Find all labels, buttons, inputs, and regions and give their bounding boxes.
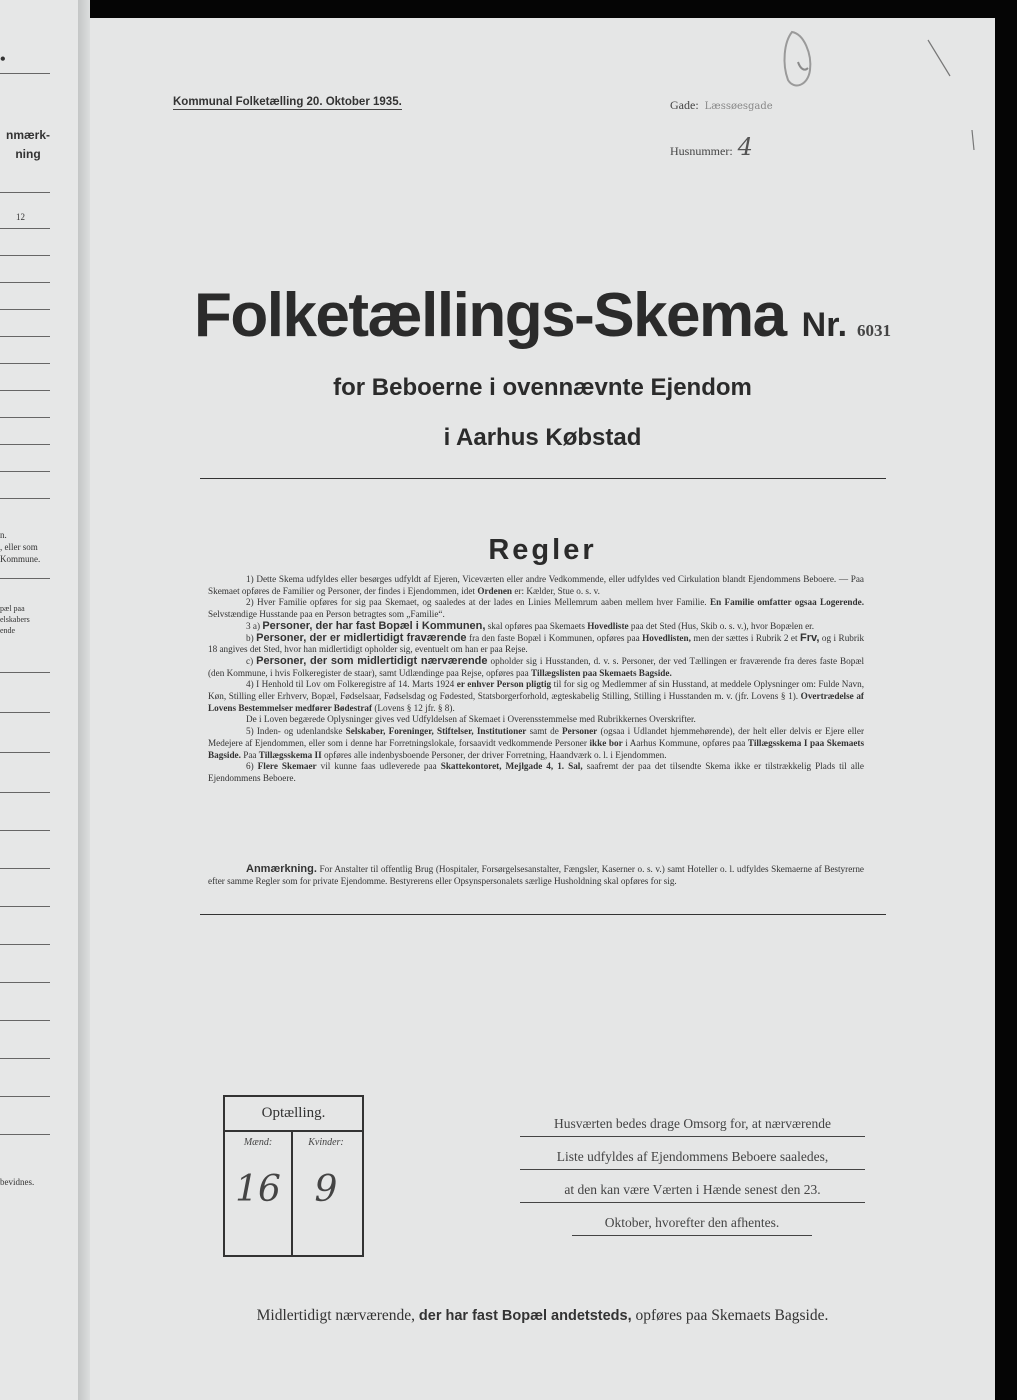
count-box-title: Optælling. [225,1097,362,1132]
street-field [670,98,773,113]
left-page-heading-1: nmærk- [5,128,50,142]
footer-bold: der har fast Bopæl andetsteds, [418,1308,632,1324]
house-number-field [670,133,753,161]
left-page-snippet: , eller som [0,542,38,552]
left-page-snippet: elskabers [0,615,30,624]
section-divider [200,914,886,915]
notice-line: Oktober, hvorefter den afhentes. [572,1213,812,1236]
remark-text: For Anstalter til offentlig Brug (Hospitaler, Forsørgelsesanstalter, Fængsler, Kaserner o. s. v.) samt Hoteller o. l. udfyldes Skemaerne af Bestyrerne efter samme Regler som for private Ejendomme. Bestyrerens eller Opsynspersonalets særlige Husholdning skal opføres for sig. [208,864,865,886]
left-page-rule [0,417,50,418]
footer-note [90,1307,995,1325]
rule-1: 1) Dette Skema udfyldes eller besørges udfyldt af Ejeren, Viceværten eller andre Vedkommende, eller udfyldes ved Cirkulation blandt Ejendommens Beboere. — Paa Skemaet opføres de Familier og Personer, der findes i Ejendommen, idet Ordenen er: Kælder, Stue o. s. v. [208,574,864,596]
section-divider [200,478,886,479]
left-page-rule [0,792,50,793]
left-page-rule [0,1134,50,1135]
left-page-rule [0,672,50,673]
left-page-rule [0,1020,50,1021]
census-form-page [90,18,995,1400]
left-page-rule [0,752,50,753]
left-page-rule [0,830,50,831]
left-page-rule [0,255,50,256]
rule-3c: c) Personer, der som midlertidigt nærværende opholder sig i Husstanden, d. v. s. Personer, der ved Tællingen er fraværende fra deres faste Bopæl (den Kommune, i hvis Folkeregister de staar), samt Udlændinge paa Rejse, opføres paa Tillægslisten paa Skemaets Bagside. [208,654,865,678]
form-number-value: 6031 [857,321,892,340]
left-page-rule [0,390,50,391]
left-page-rule [0,336,50,337]
house-number-label: Husnummer: [670,144,733,158]
rule-4: 4) I Henhold til Lov om Folkeregistre af 14. Marts 1924 er enhver Person pligtig til for sig og Medlemmer af sin Husstand, at meddele Oplysninger om: Fulde Navn, Køn, Stilling eller Erhverv, Bopæl, Fødselsaar, Fødselsdag og Fødested, Statsborgerforhold, ægteskabelig Stilling, Stilling i Husstanden m. v. (jfr. Lovens § 1). Overtrædelse af Lovens Bestemmelser medfører Bødestraf (Lovens § 12 jfr. § 8). [208,679,865,713]
rule-3a: 3 a) Personer, der har fast Bopæl i Kommunen, skal opføres paa Skemaets Hovedliste paa det Sted (Hus, Skib o. s. v.), hvor Bopælen er. [246,619,815,632]
rule-5: 5) Inden- og udenlandske Selskaber, Foreninger, Stiftelser, Institutioner samt de Personer (ogsaa i Udlandet hjemmehørende), der helt eller delvis er Ejere eller Medejere af Ejendommen, eller som i denne har Forretningslokale, forsaavidt vedkommende Personer ikke bor i Aarhus Kommune, opføres paa Tillægsskema I paa Skemaets Bagside. Paa Tillægsskema II opføres alle indenbysboende Personer, der driver Forretning, Haandværk o. l. i Ejendommen. [208,726,865,760]
footer-post: opføres paa Skemaets Bagside. [635,1307,829,1324]
left-page-rule [0,1058,50,1059]
left-page-rule [0,282,50,283]
rule-6: 6) Flere Skemaer vil kunne faas udleverede paa Skattekontoret, Mejlgade 4, 1. Sal, saafremt der paa det tilsendte Skema ikke er tilstrækkelig Plads til alle Ejendommens Beboere. [208,761,865,783]
left-page-rule [0,868,50,869]
left-facing-page [0,0,78,1400]
left-page-rule [0,228,50,229]
notice-line: Husværten bedes drage Omsorg for, at nærværende [520,1114,865,1137]
count-box [223,1095,364,1257]
left-page-rule [0,498,50,499]
left-page-rule [0,192,50,193]
rule-4b: De i Loven begærede Oplysninger gives ved Udfyldelsen af Skemaet i Overensstemmelse med Rubrikkernes Overskrifter. [246,714,696,725]
left-page-snippet: ende [0,626,16,635]
notice-line: Liste udfyldes af Ejendommens Beboere saaledes, [520,1147,865,1170]
left-page-dot: • [0,51,6,68]
form-number-label: Nr. [801,306,848,344]
street-label: Gade: [670,98,699,112]
form-title [90,280,995,351]
rules-text [208,574,864,785]
landlord-notice [520,1114,865,1246]
left-page-rule [0,363,50,364]
rule-2: 2) Hver Familie opføres for sig paa Skemaet, og saaledes at der lades en Linies Mellemrum aaben mellem hver Familie. En Familie omfatter ogsaa Logerende. Selvstændige Husstande paa en Person betragtes som „Familie“. [208,597,864,620]
left-page-rule [0,444,50,445]
rules-heading: Regler [488,534,597,566]
rule-3b: b) Personer, der er midlertidigt fraværende fra den faste Bopæl i Kommunen, opføres paa Hovedlisten, men der sættes i Rubrik 2 et Frv, og i Rubrik 18 angives det Sted, hvor han midlertidigt opholder sig, eventuelt om han er paa Rejse. [208,631,865,655]
men-count: 16 [235,1169,281,1210]
left-page-rule [0,982,50,983]
left-page-snippet: pæl paa [0,604,25,613]
left-page-rule [0,578,50,579]
left-page-rule [0,309,50,310]
women-count: 9 [314,1169,338,1210]
census-title: Kommunal Folketælling 20. Oktober 1935. [173,96,402,108]
pencil-marks [920,38,980,178]
remark-label: Anmærkning. [246,863,317,875]
notice-line: at den kan være Værten i Hænde senest den 23. [520,1180,865,1203]
left-page-rule [0,906,50,907]
remark-paragraph [208,864,864,887]
left-page-rule [0,1096,50,1097]
men-label: Mænd: [243,1137,273,1148]
ink-stamp-mark [770,24,830,94]
left-page-rule [0,944,50,945]
footer-pre: Midlertidigt nærværende, [256,1307,416,1324]
left-page-rule [0,712,50,713]
form-title-main: Folketællings-Skema [193,281,786,350]
book-spine [78,0,90,1400]
left-page-snippet: Kommune. [0,554,41,564]
left-page-snippet: bevidnes. [0,1177,35,1187]
street-value: Læssøesgade [704,101,773,112]
women-label: Kvinder: [308,1137,344,1148]
left-page-heading-2: ning [15,147,41,161]
left-page-snippet: n. [0,530,7,540]
left-page-column-number: 12 [16,212,25,222]
subtitle-city: i Aarhus Købstad [443,424,642,451]
left-page-rule [0,73,50,74]
subtitle-residents: for Beboerne i ovennævnte Ejendom [333,374,752,401]
left-page-rule [0,471,50,472]
house-number-value: 4 [737,133,753,161]
